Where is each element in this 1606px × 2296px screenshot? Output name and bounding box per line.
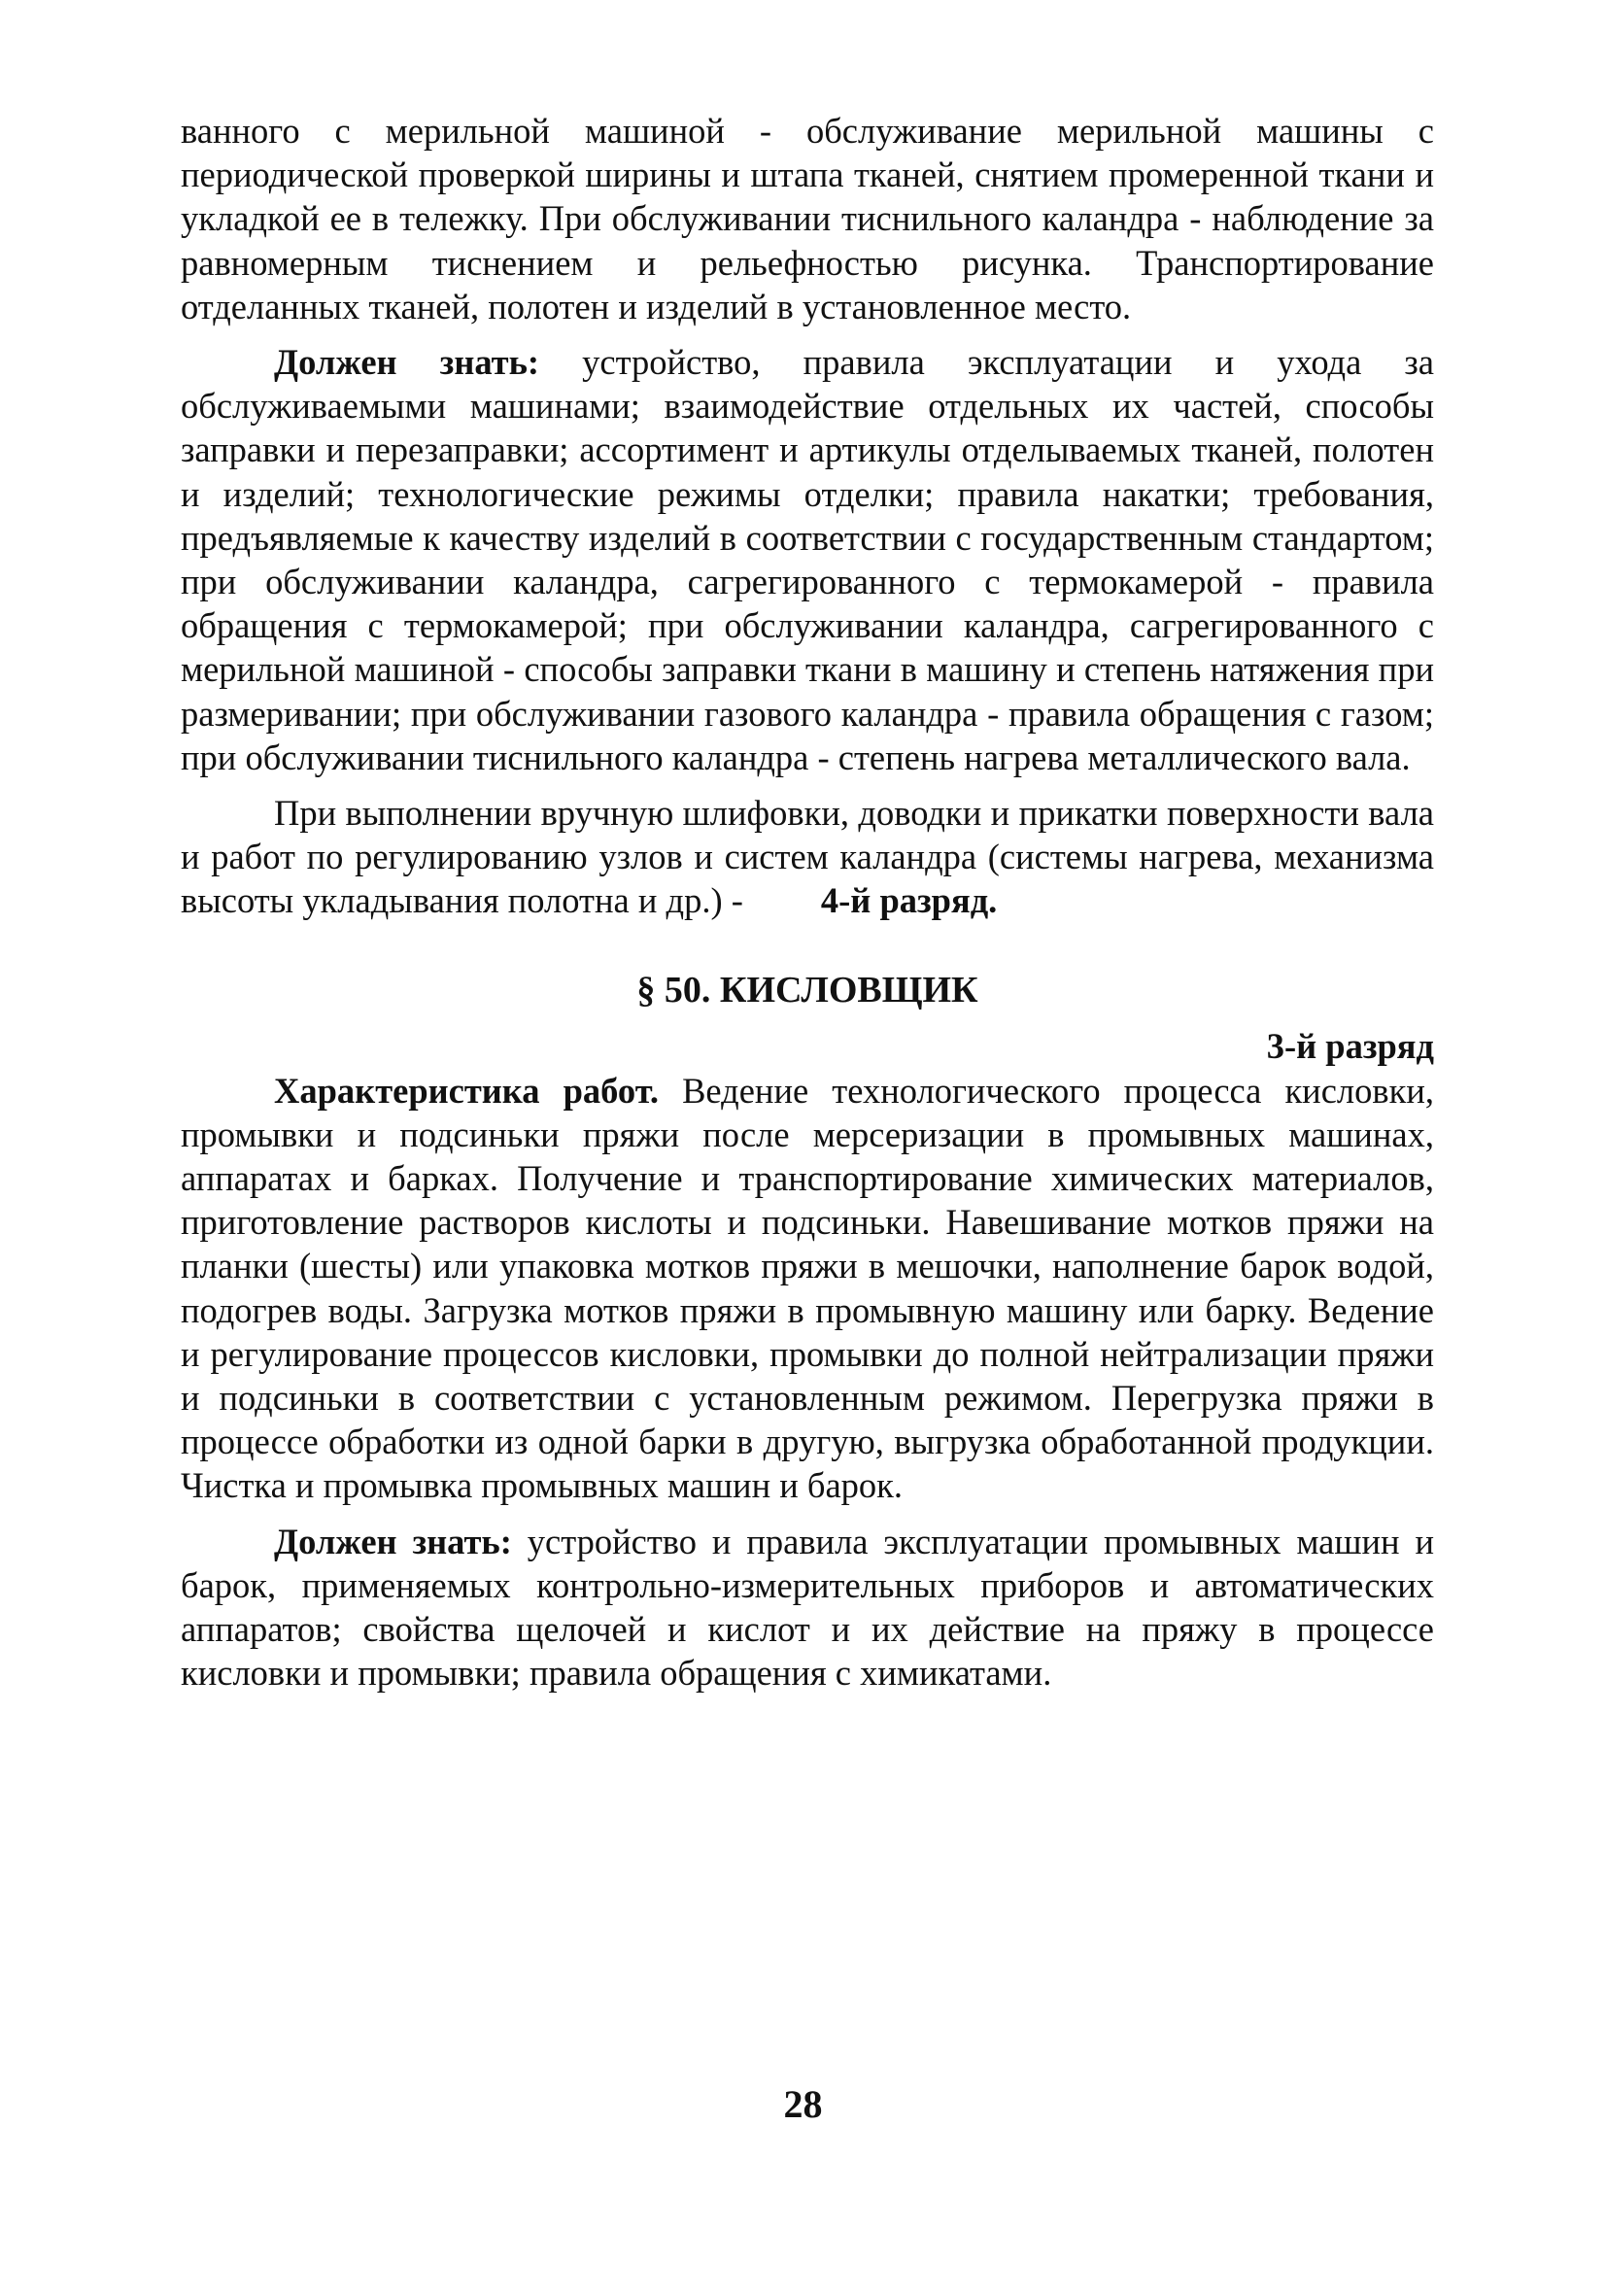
section-must-know-paragraph	[181, 1520, 1434, 1696]
manual-work-text: При выполнении вручную шлифовки, доводки и прикатки поверхности вала и работ по регулированию узлов и систем каландра (системы нагрева, механизма высоты укладывания полотна и др.) -	[181, 793, 1434, 921]
section-must-know-text: устройство и правила эксплуатации промывных машин и барок, применяемых контрольно-измерительных приборов и автоматических аппаратов; свойства щелочей и кислот и их действие на пряжу в процессе кисловки и промывки; правила обращения с химикатами.	[181, 1521, 1434, 1694]
must-know-text: устройство, правила эксплуатации и ухода за обслуживаемыми машинами; взаимодействие отдельных их частей, способы заправки и перезаправки; ассортимент и артикулы отделываемых тканей, полотен и изделий; технологические режимы отделки; правила накатки; требования, предъявляемые к качеству изделий в соответствии с государственным стандартом; при обслуживании каландра, сагрегированного с термокамерой - правила обращения с термокамерой; при обслуживании каландра, сагрегированного с мерильной машиной - способы заправки ткани в машину и степень натяжения при размеривании; при обслуживании газового каландра - правила обращения с газом; при обслуживании тиснильного каландра - степень нагрева металлического вала.	[181, 342, 1434, 777]
intro-paragraph-text: ванного с мерильной машиной - обслуживание мерильной машины с периодической проверкой ширины и штапа тканей, снятием промеренной ткани и укладкой ее в тележку. При обслуживании тиснильного каландра - наблюдение за равномерным тиснением и рельефностью рисунка. Транспортирование отделанных тканей, полотен и изделий в установленное место.	[181, 111, 1434, 326]
page-number: 28	[783, 2082, 823, 2126]
must-know-paragraph	[181, 340, 1434, 779]
characteristics-text: Ведение технологического процесса кисловки, промывки и подсиньки пряжи после мерсеризации в промывных машинах, аппаратах и барках. Получение и транспортирование химических материалов, приготовление растворов кислоты и подсиньки. Навешивание мотков пряжи на планки (шесты) или упаковка мотков пряжи в мешочки, наполнение барок водой, подогрев воды. Загрузка мотков пряжи в промывную машину или барку. Ведение и регулирование процессов кисловки, промывки до полной нейтрализации пряжи и подсиньки в соответствии с установленным режимом. Перегрузка пряжи в процессе обработки из одной барки в другую, выгрузка обработанной продукции. Чистка и промывка промывных машин и барок.	[181, 1070, 1434, 1506]
manual-work-grade: 4-й разряд.	[820, 880, 998, 921]
section-title: § 50. КИСЛОВЩИК	[636, 969, 978, 1011]
characteristics-paragraph	[181, 1069, 1434, 1508]
section-grade: 3-й разряд	[1266, 1025, 1434, 1066]
must-know-label: Должен знать:	[274, 342, 540, 383]
section-must-know-label: Должен знать:	[274, 1521, 512, 1561]
manual-work-paragraph	[181, 791, 1434, 923]
intro-paragraph	[181, 109, 1434, 328]
document-page	[181, 109, 1434, 1696]
characteristics-label: Характеристика работ.	[274, 1070, 660, 1111]
